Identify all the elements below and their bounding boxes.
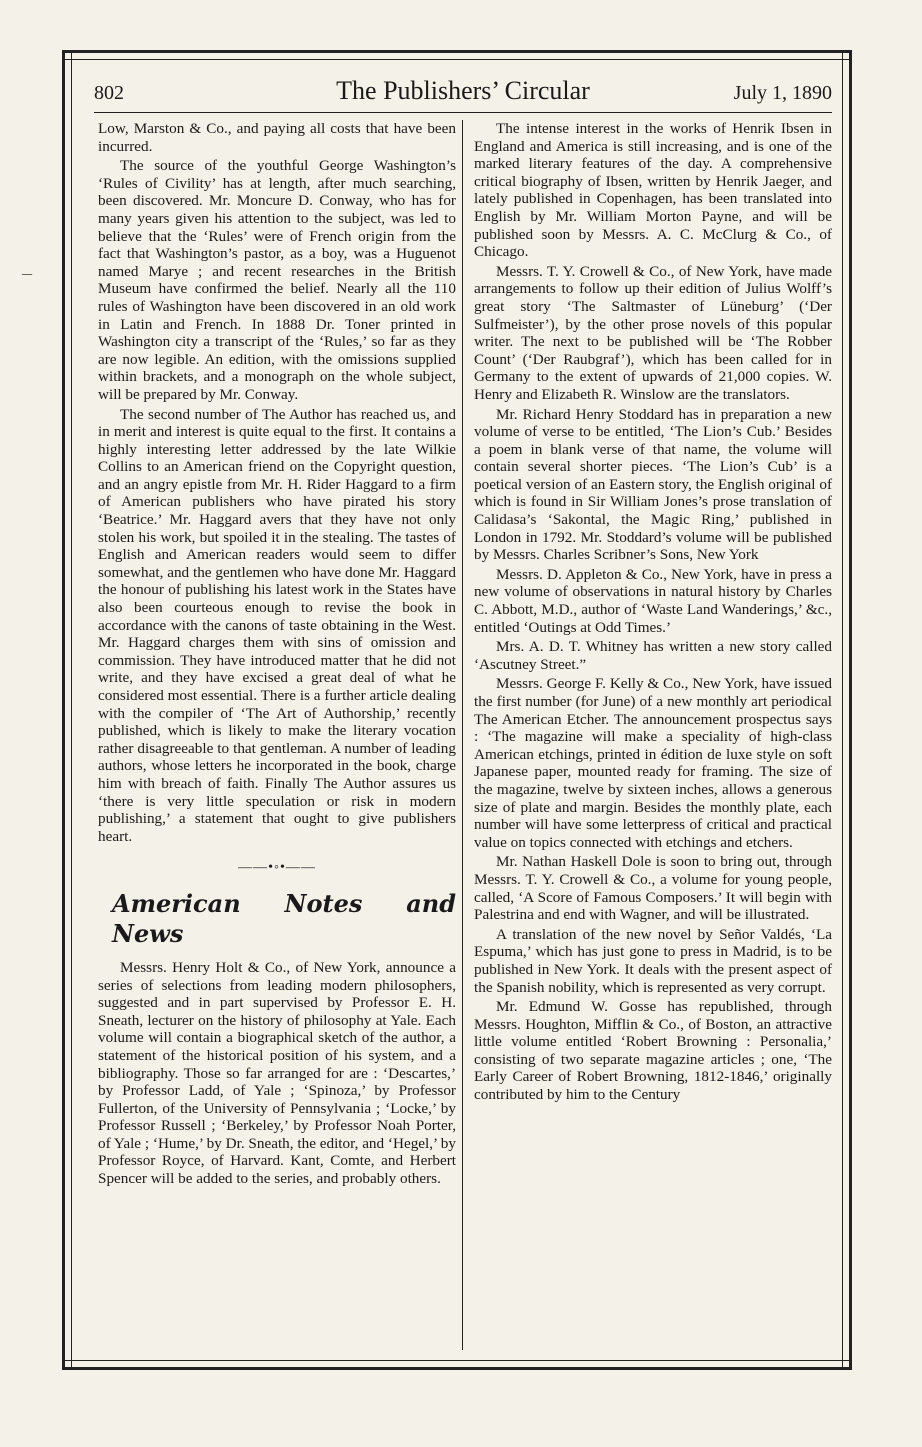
paragraph: Mr. Edmund W. Gosse has republished, through Messrs. Houghton, Mifflin & Co., of Boston, an attractive little volume entitled ‘Robert Browning : Personalia,’ consisting of two separate magazine articles ; one, ‘The Early Career of Robert Browning, 1812-1846,’ originally contributed by him to the Century — [474, 998, 832, 1104]
section-ornament: ——•◦•—— — [238, 860, 316, 876]
paragraph: A translation of the new novel by Señor Valdés, ‘La Espuma,’ which has just gone to press in Madrid, is to be published in New York. It deals with the present aspect of the Spanish nobility, which is represented as very corrupt. — [474, 925, 832, 996]
paragraph: Mr. Nathan Haskell Dole is soon to bring out, through Messrs. T. Y. Crowell & Co., a volume for young people, called, ‘A Score of Famous Composers.’ It will begin with Palestrina and end with Wagner, and will be illustrated. — [474, 853, 832, 924]
text-columns — [98, 120, 832, 1350]
paragraph: Messrs. Henry Holt & Co., of New York, announce a series of selections from leading modern philosophers, suggested and in part supervised by Professor E. H. Sneath, lecturer on the history of philosophy at Yale. Each volume will contain a biographical sketch of the author, a statement of the historical position of his system, and a bibliography. Those so far arranged for are : ‘Descartes,’ by Professor Ladd, of Yale ; ‘Spinoza,’ by Professor Fullerton, of the University of Pennsylvania ; ‘Locke,’ by Professor Russell ; ‘Berkeley,’ by Professor Noah Porter, of Yale ; ‘Hume,’ by Dr. Sneath, the editor, and ‘Hegel,’ by Professor Royce, of Harvard. Kant, Comte, and Herbert Spencer will be added to the series, and probably others. — [98, 958, 456, 1188]
paragraph: Mr. Richard Henry Stoddard has in preparation a new volume of verse to be entitled, ‘The Lion’s Cub.’ Besides a poem in blank verse of that name, the volume will contain several shorter pieces. ‘The Lion’s Cub’ is a poetical version of an Eastern story, the English original of which is found in Sir William Jones’s prose translation of Calidasa’s ‘Sakontal, the Magic Ring,’ published in London in 1792. Mr. Stoddard’s volume will be published by Messrs. Charles Scribner’s Sons, New York — [474, 405, 832, 564]
page-border — [62, 50, 852, 1370]
paragraph: The source of the youthful George Washington’s ‘Rules of Civility’ has at length, after much searching, been discovered. Mr. Moncure D. Conway, who has for many years given his attention to the subject, was led to believe that the ‘Rules’ were of French origin from the fact that Washington’s pastor, as a boy, was a Huguenot named Marye ; and recent researches in the British Museum have confirmed the belief. Nearly all the 110 rules of Washington have been discovered in an old work in Latin and French. In 1888 Dr. Toner printed in Washington city a transcript of the ‘Rules,’ so far as they are now legible. An edition, with the omissions supplied within brackets, and a monograph on the whole subject, will be prepared by Mr. Conway. — [98, 157, 456, 403]
section-heading: American Notes and News — [112, 888, 456, 948]
issue-date: July 1, 1890 — [733, 82, 832, 104]
paragraph: Low, Marston & Co., and paying all costs that have been incurred. — [98, 120, 456, 155]
running-header — [94, 72, 832, 113]
left-column — [98, 120, 456, 1350]
border-left-rule — [62, 50, 72, 1370]
column-divider — [462, 120, 463, 1350]
margin-dash-mark: – — [22, 262, 32, 284]
paragraph: Messrs. D. Appleton & Co., New York, have in press a new volume of observations in natural history by Charles C. Abbott, M.D., author of ‘Waste Land Wanderings,’ &c., entitled ‘Outings at Odd Times.’ — [474, 565, 832, 636]
paragraph: The intense interest in the works of Henrik Ibsen in England and America is still increasing, and is one of the marked literary features of the day. A comprehensive critical biography of Ibsen, written by Henrik Jaeger, and lately published in Copenhagen, has been translated into English by Mr. William Morton Payne, and will be published soon by Messrs. A. C. McClurg & Co., of Chicago. — [474, 120, 832, 261]
border-bottom-rule — [62, 1360, 852, 1370]
page-number: 802 — [94, 82, 124, 104]
paragraph: Mrs. A. D. T. Whitney has written a new story called ‘Ascutney Street.” — [474, 638, 832, 673]
paragraph: The second number of The Author has reached us, and in merit and interest is quite equal to the first. It contains a highly interesting letter addressed by the late Wilkie Collins to an American friend on the Copyright question, and an angry epistle from Mr. H. Rider Haggard to a firm of American publishers who have pirated his story ‘Beatrice.’ Mr. Haggard avers that they have not only stolen his work, but spoiled it in the stealing. The tastes of English and American readers would seem to differ somewhat, and the gentlemen who have done Mr. Haggard the honour of publishing his latest work in the States have also been courteous enough to revise the book in accordance with the canons of taste obtaining in the West. Mr. Haggard charges them with sins of omission and commission. They have introduced matter that he did not write, and they have excised a great deal of what he considered most essential. There is a further article dealing with the compiler of ‘The Art of Authorship,’ recently published, which is likely to make the literary vocation rather disagreeable to that gentleman. A number of leading authors, whose letters he incorporated in the book, charge him with breach of faith. Finally The Author assures us ‘there is very little speculation or risk in modern publishing,’ a statement that ought to give publishers heart. — [98, 405, 456, 845]
paragraph: Messrs. George F. Kelly & Co., New York, have issued the first number (for June) of a new monthly art periodical The American Etcher. The announcement prospectus says : ‘The magazine will make a speciality of high-class American etchings, printed in édition de luxe style on soft Japanese paper, mounted ready for framing. The size of the magazine, twelve by sixteen inches, allows a generous size of plate and margin. Besides the monthly plate, each number will have some letterpress of critical and practical value on topics connected with etchings and etchers. — [474, 675, 832, 851]
border-right-rule — [842, 50, 852, 1370]
paragraph: Messrs. T. Y. Crowell & Co., of New York, have made arrangements to follow up their edition of Julius Wolff’s great story ‘The Saltmaster of Lüneburg’ (‘Der Sulfmeister’), by the other prose novels of this popular writer. The next to be published will be ‘The Robber Count’ (‘Der Raubgraf’), which has been called for in Germany to the extent of upwards of 21,000 copies. W. Henry and Elizabeth R. Winslow are the translators. — [474, 262, 832, 403]
right-column — [474, 120, 832, 1350]
border-top-rule — [62, 50, 852, 60]
journal-title: The Publishers’ Circular — [336, 76, 590, 105]
